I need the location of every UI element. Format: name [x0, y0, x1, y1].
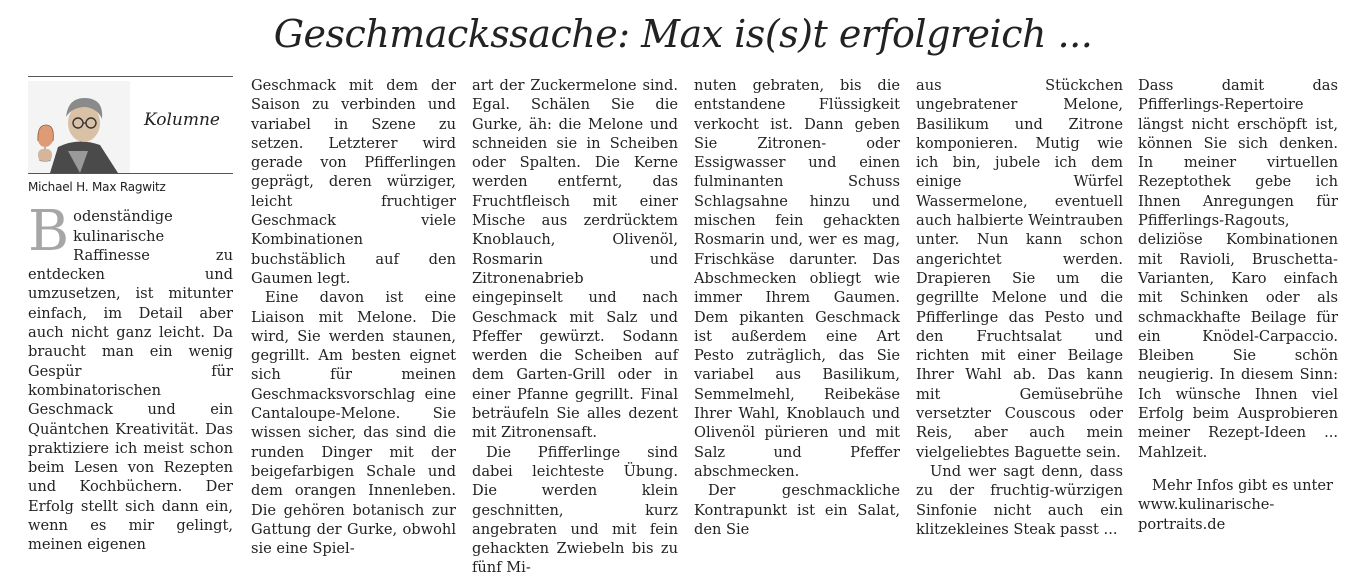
author-name: Michael H. Max Ragwitz	[28, 180, 166, 194]
author-box	[28, 81, 233, 173]
info-link-text: Mehr Infos gibt es unter www.kulinarische-portraits.de	[1138, 476, 1333, 533]
paragraph-text: odenständige kulinarische Raffinesse zu entdecken und umzusetzen, ist mitunter einfach, im Detail aber auch nicht ganz leicht. Da braucht man ein wenig Gespür für kombinatorischen Geschmack und ein Quäntchen Kreativität. Das praktiziere ich meist schon beim Lesen von Rezepten und Kochbüchern. Der Erfolg stellt sich dann ein, wenn es mir gelingt, meinen eigenen	[28, 208, 233, 554]
article-column-4	[694, 76, 900, 538]
top-divider	[28, 76, 233, 77]
paragraph: Eine davon ist eine Liaison mit Melone. Die wird, Sie werden staunen, gegrillt. Am besten eignet sich für meinen Geschmacksvorschlag eine Cantaloupe-Melone. Sie wissen sicher, das sind die runden Dinger mit der beigefarbigen Schale und dem orangen Innenleben. Die gehören botanisch zur Gattung der Gurke, obwohl sie eine Spiel-	[251, 289, 456, 558]
paragraph: aus Stückchen ungebratener Melone, Basilikum und Zitrone komponieren. Mutig wie ich bin, jubele ich dem einige Würfel Wassermelone, eventuell auch halbierte Weintrauben unter. Nun kann schon angerichtet werden. Drapieren Sie um die gegrillte Melone und die Pfifferlinge das Pesto und den Fruchtsalat und richten mit einer Beilage Ihrer Wahl ab. Das kann mit Gemüsebrühe versetzter Couscous oder Reis, aber auch mein vielgeliebtes Baguette sein.	[916, 77, 1123, 461]
drop-cap: B	[28, 199, 70, 265]
article-column-6	[1138, 76, 1338, 533]
paragraph: Die Pfifferlinge sind dabei leichteste Übung. Die werden klein geschnitten, kurz angebraten und mit fein gehackten Zwiebeln bis zu fünf Mi-	[472, 443, 678, 577]
paragraph: Und wer sagt denn, dass zu der fruchtig-würzigen Sinfonie nicht auch ein klitzekleines Steak passt ...	[916, 462, 1123, 538]
author-photo	[28, 81, 130, 173]
article-column-3	[472, 76, 678, 577]
paragraph-intro	[28, 199, 233, 554]
article-column-1	[28, 76, 233, 554]
paragraph: art der Zuckermelone sind. Egal. Schälen Sie die Gurke, äh: die Melone und schneiden sie in Scheiben oder Spalten. Die Kerne werden entfernt, das Fruchtfleisch mit einer Mische aus zerdrücktem Knoblauch, Olivenöl, Rosmarin und Zitronenabrieb eingepinselt und nach Geschmack mit Salz und Pfeffer gewürzt. Sodann werden die Scheiben auf dem Garten-Grill oder in einer Pfanne gegrillt. Final beträufeln Sie alles dezent mit Zitronensaft.	[472, 77, 678, 442]
article-column-2	[251, 76, 456, 558]
paragraph: Dass damit das Pfifferlings-Repertoire längst nicht erschöpft ist, können Sie sich denken. In meiner virtuellen Rezeptothek gebe ich Ihnen Anregungen für Pfifferlings-Ragouts, deliziöse Kombinationen mit Ravioli, Bruschetta-Varianten, Karo einfach mit Schinken oder als schmackhafte Beilage für ein Knödel-Carpaccio. Bleiben Sie schön neugierig. In diesem Sinn: Ich wünsche Ihnen viel Erfolg beim Ausprobieren meiner Rezept-Ideen ... Mahlzeit.	[1138, 77, 1338, 461]
paragraph: Der geschmackliche Kontrapunkt ist ein Salat, den Sie	[694, 482, 900, 538]
paragraph: nuten gebraten, bis die entstandene Flüssigkeit verkocht ist. Dann geben Sie Zitronen- oder Essigwasser und einen fulminanten Schuss Schlagsahne hinzu und mischen fein gehackten Rosmarin und, wer es mag, Frischkäse darunter. Das Abschmecken obliegt wie immer Ihrem Gaumen. Dem pikanten Geschmack ist außerdem eine Art Pesto zuträglich, das Sie variabel aus Basilikum, Semmelmehl, Reibekäse Ihrer Wahl, Knoblauch und Olivenöl pürieren und mit Salz und Pfeffer abschmecken.	[694, 77, 900, 480]
paragraph: Geschmack mit dem der Saison zu verbinden und variabel in Szene zu setzen. Letzterer wird gerade von Pfifferlingen geprägt, deren würziger, leicht fruchtiger Geschmack viele Kombinationen buchstäblich auf den Gaumen legt.	[251, 77, 456, 287]
article-headline: Geschmackssache: Max is(s)t erfolgreich ...	[273, 12, 1093, 56]
article-column-5	[916, 76, 1123, 538]
column-label: Kolumne	[144, 110, 220, 130]
author-divider	[28, 173, 233, 174]
